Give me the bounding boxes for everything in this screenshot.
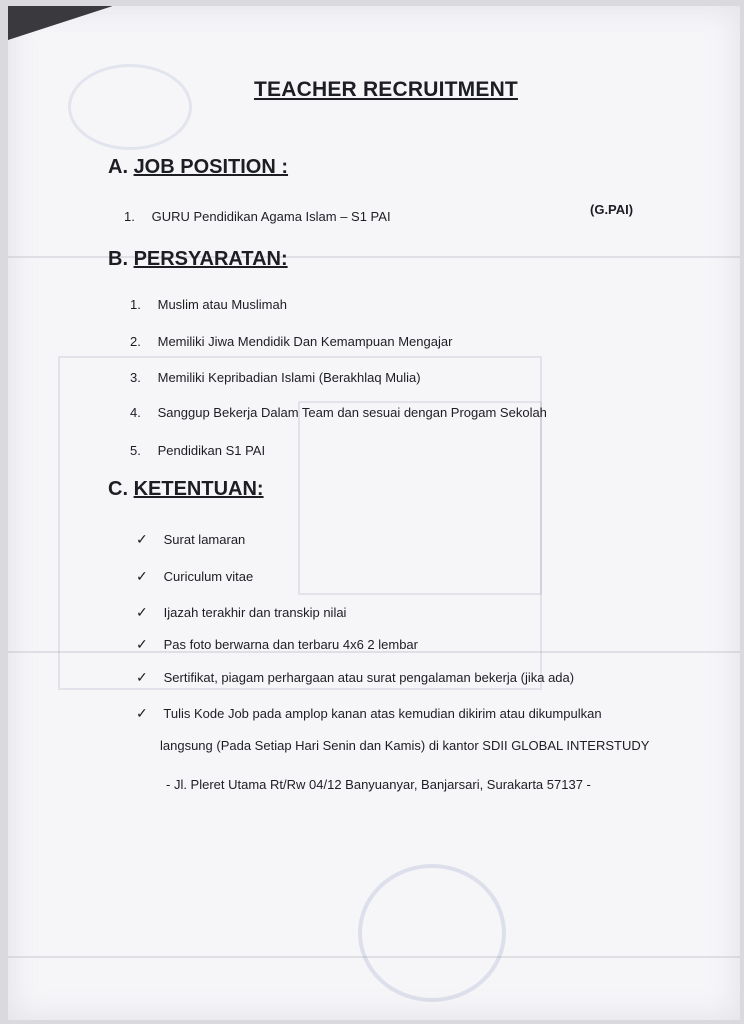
section-label: PERSYARATAN: [133,248,288,270]
job-position-item [124,209,391,224]
document-page [8,6,740,1020]
job-code: (G.PAI) [590,202,634,217]
item-text: Sanggup Bekerja Dalam Team dan sesuai dengan Progam Sekolah [157,405,547,420]
check-icon: ✓ [136,669,148,685]
item-number: 4. [130,405,141,420]
fold-line [8,956,740,958]
item-text: GURU Pendidikan Agama Islam – S1 PAI [151,209,391,224]
page-title: TEACHER RECRUITMENT [254,78,518,101]
item-text: Memiliki Kepribadian Islami (Berakhlaq Mulia) [157,370,421,385]
item-text: Ijazah terakhir dan transkip nilai [163,605,347,620]
item-text: Curiculum vitae [163,569,254,584]
requirement-item [130,370,421,385]
section-label: KETENTUAN: [133,478,264,500]
item-text: Muslim atau Muslimah [157,297,287,312]
section-letter: B. [108,248,128,270]
requirement-item [130,405,547,420]
item-number: 5. [130,443,141,458]
show-through-logo [68,64,192,150]
section-job-position [108,156,288,179]
provision-item [136,604,346,621]
requirement-item [130,334,452,349]
requirement-item [130,443,265,458]
provision-item [136,531,245,548]
check-icon: ✓ [136,568,148,584]
section-letter: A. [108,156,128,178]
item-number: 1. [130,297,141,312]
show-through-photo-box [298,401,542,595]
provision-item [136,705,602,722]
check-icon: ✓ [136,636,148,652]
section-requirements [108,248,288,271]
provision-item [136,568,253,585]
item-text: Pas foto berwarna dan terbaru 4x6 2 lembar [163,637,418,652]
section-provisions [108,478,264,501]
section-letter: C. [108,478,128,500]
check-icon: ✓ [136,705,148,721]
item-text: Tulis Kode Job pada amplop kanan atas kemudian dikirim atau dikumpulkan [163,706,602,721]
provision-item [136,669,574,686]
provision-continuation: langsung (Pada Setiap Hari Senin dan Kamis) di kantor SDII GLOBAL INTERSTUDY [160,738,650,753]
folded-corner [8,6,112,42]
item-text: Memiliki Jiwa Mendidik Dan Kemampuan Mengajar [157,334,453,349]
section-label: JOB POSITION : [133,156,289,178]
show-through-stamp [358,864,506,1002]
check-icon: ✓ [136,604,148,620]
check-icon: ✓ [136,531,148,547]
requirement-item [130,297,287,312]
item-text: Sertifikat, piagam perhargaan atau surat pengalaman bekerja (jika ada) [163,670,575,685]
item-number: 3. [130,370,141,385]
provision-item [136,636,418,653]
item-number: 2. [130,334,141,349]
item-text: Surat lamaran [163,532,246,547]
item-text: Pendidikan S1 PAI [157,443,266,458]
item-number: 1. [124,209,135,224]
office-address: - Jl. Pleret Utama Rt/Rw 04/12 Banyuanyar, Banjarsari, Surakarta 57137 - [166,777,591,792]
